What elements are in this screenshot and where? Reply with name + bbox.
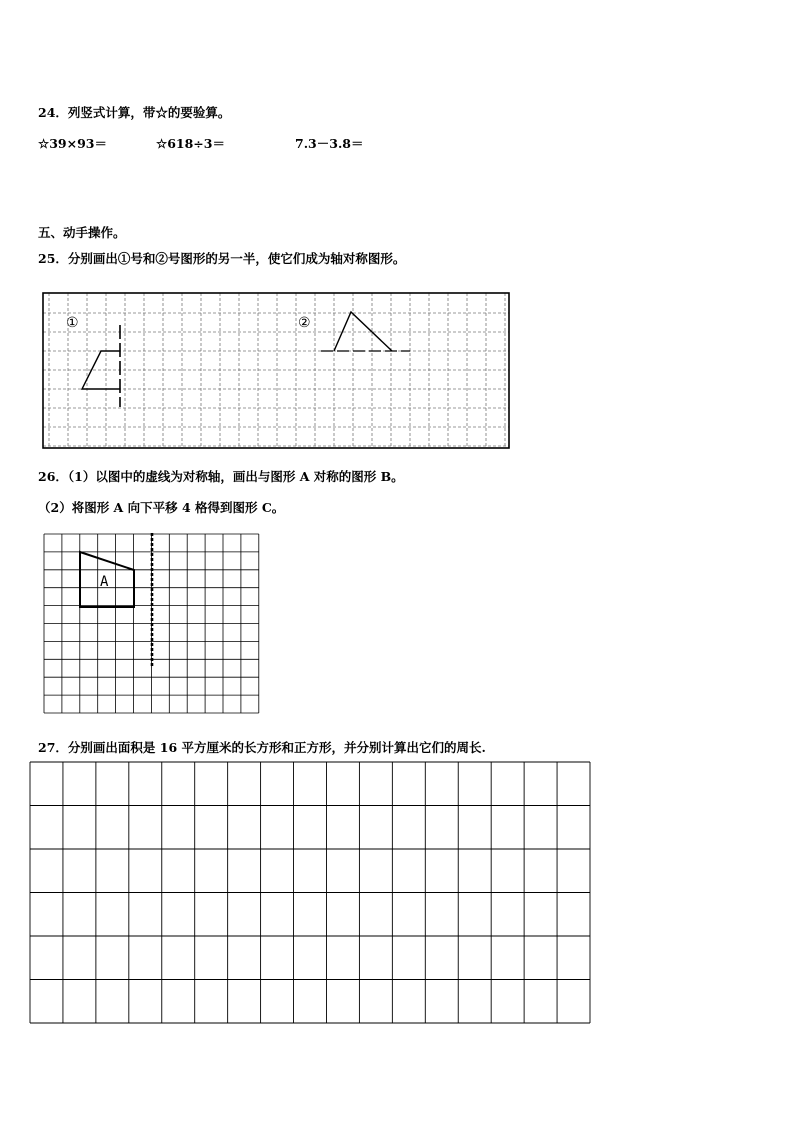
q27-title: 27．分别画出面积是 16 平方厘米的长方形和正方形，并分别计算出它们的周长. xyxy=(38,740,486,755)
q25-shape-1 xyxy=(82,351,120,389)
q24-expr-3: 7.3－3.8＝ xyxy=(295,136,364,151)
q25-label-2: ② xyxy=(298,315,311,331)
q25-shape-2 xyxy=(334,312,392,351)
q24-title: 24．列竖式计算，带☆的要验算。 xyxy=(38,105,231,120)
q26-line-2: （2）将图形 A 向下平移 4 格得到图形 C。 xyxy=(38,500,285,515)
q26-shape-label: A xyxy=(100,574,109,590)
q24-expr-2: ☆618÷3＝ xyxy=(156,136,225,151)
q25-title: 25．分别画出①号和②号图形的另一半，使它们成为轴对称图形。 xyxy=(38,251,406,266)
q26-line-1: 26．（1）以图中的虚线为对称轴，画出与图形 A 对称的图形 B。 xyxy=(38,469,404,484)
q25-grid-border xyxy=(43,293,509,448)
section-5-title: 五、动手操作。 xyxy=(38,225,126,240)
q25-label-1: ① xyxy=(66,315,79,331)
q24-expr-1: ☆39×93＝ xyxy=(38,136,107,151)
